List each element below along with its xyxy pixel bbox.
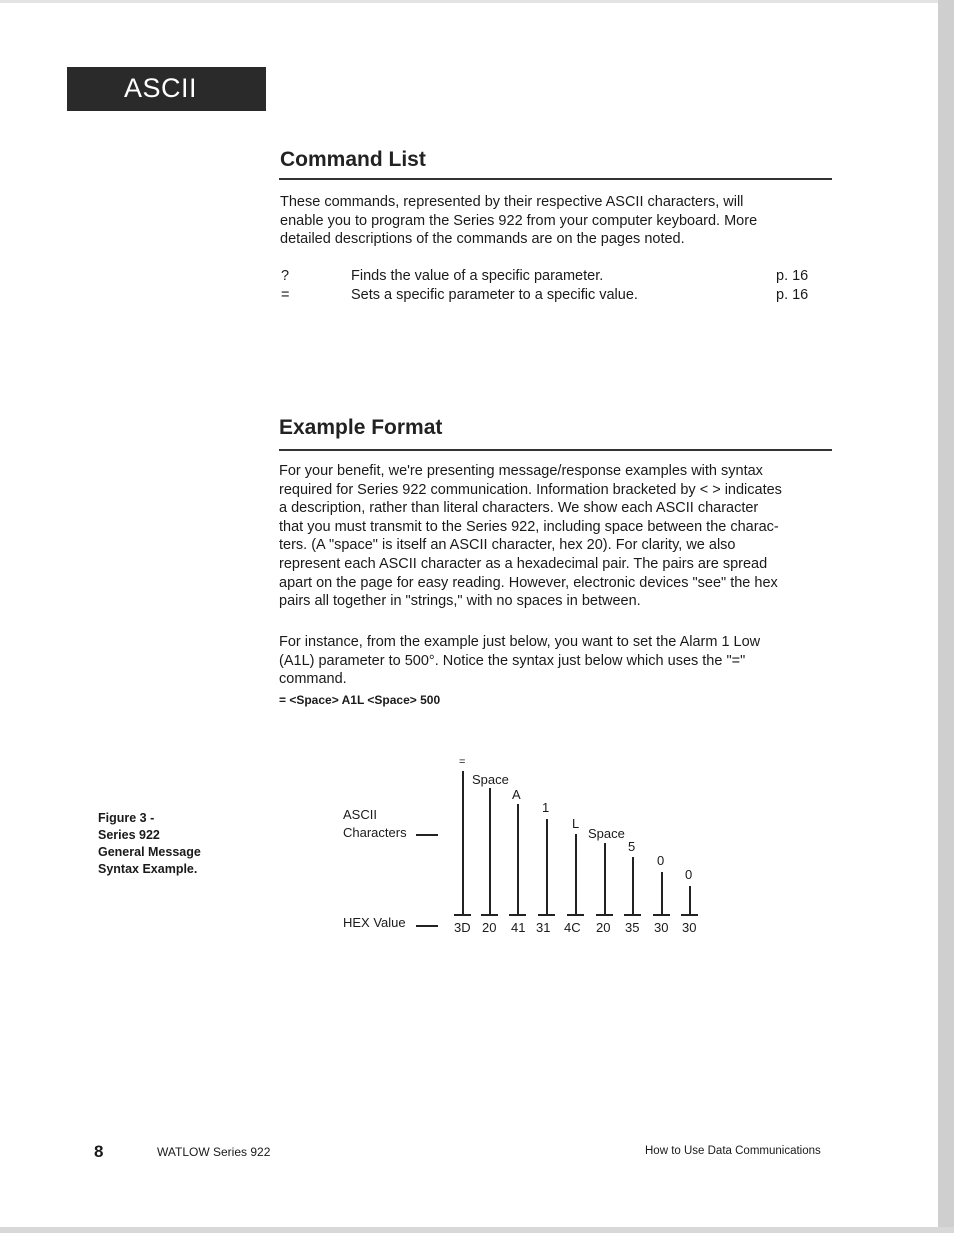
hex-value-label: HEX Value [343,915,406,930]
paragraph-line: For your benefit, we're presenting message/response examples with syntax [279,463,763,479]
caption-line: Series 922 [98,828,160,842]
command-list-intro [280,193,757,249]
pair-stem [604,843,606,914]
ascii-char: 0 [657,853,665,868]
command-description: Sets a specific parameter to a specific value. [351,287,638,303]
page-edge-bottom [0,1227,954,1233]
pair-foot [509,914,526,916]
pair-foot [596,914,613,916]
ascii-char: 5 [628,839,636,854]
ascii-label: ASCII [343,807,377,822]
footer-right: How to Use Data Communications [645,1145,821,1157]
hex-value: 35 [625,920,640,935]
intro-line: These commands, represented by their respective ASCII characters, will [280,194,744,210]
example-paragraph-2 [279,633,760,689]
command-symbol: = [281,287,290,303]
command-page: p. 16 [776,287,809,303]
paragraph-line: required for Series 922 communication. Information bracketed by < > indicates [279,481,782,498]
paragraph-line: a description, rather than literal characters. We show each ASCII character [279,500,759,517]
hex-value: 3D [454,920,471,935]
intro-line: enable you to program the Series 922 from your computer keyboard. More [280,212,758,229]
paragraph-line: (A1L) parameter to 500°. Notice the syntax just below which uses the "=" [279,652,746,669]
command-symbol: ? [281,268,290,284]
ascii-char: = [459,756,466,768]
characters-pointer-line [416,834,438,836]
command-page: p. 16 [776,268,809,284]
paragraph-line: For instance, from the example just below, you want to set the Alarm 1 Low [279,634,761,650]
pair-stem [632,857,634,914]
pair-stem [575,834,577,914]
ascii-char: Space [588,826,625,841]
pair-stem [546,819,548,914]
caption-line: General Message [98,845,201,859]
section-tab-label: ASCII [124,73,198,103]
paragraph-line: pairs all together in "strings," with no spaces in between. [279,593,641,610]
caption-line: Figure 3 - [98,811,155,825]
hex-value: 30 [682,920,697,935]
page-edge-right [938,0,954,1233]
page-number: 8 [94,1142,104,1161]
pair-stem [689,886,691,914]
hex-value: 20 [482,920,497,935]
pair-foot [653,914,670,916]
hex-value: 4C [564,920,581,935]
pair-foot [681,914,698,916]
hex-value: 30 [654,920,669,935]
ascii-char: 0 [685,867,693,882]
paragraph-line: represent each ASCII character as a hexadecimal pair. The pairs are spread [279,555,768,572]
intro-line: detailed descriptions of the commands are on the pages noted. [280,231,685,248]
pair-foot [454,914,471,916]
example-format-rule [279,449,832,451]
example-format-heading: Example Format [279,416,443,439]
section-tab [67,67,266,111]
paragraph-line: command. [279,671,347,688]
caption-line: Syntax Example. [98,862,198,876]
command-description: Finds the value of a specific parameter. [351,268,604,284]
paragraph-line: apart on the page for easy reading. However, electronic devices "see" the hex [279,574,778,591]
ascii-char: 1 [542,800,550,815]
pair-foot [481,914,498,916]
example-paragraph-1 [279,462,782,611]
characters-label: Characters [343,825,407,840]
pair-foot [624,914,641,916]
pair-stem [489,788,491,914]
paragraph-line: ters. (A "space" is itself an ASCII character, hex 20). For clarity, we also [279,537,736,554]
pair-foot [538,914,555,916]
command-list-rule [279,178,832,180]
figure-caption [98,810,201,878]
command-list-heading: Command List [280,148,426,171]
ascii-char: A [512,787,521,802]
hex-value: 41 [511,920,526,935]
page-edge-top [0,0,954,3]
footer-left: WATLOW Series 922 [157,1145,271,1159]
pair-stem [462,771,464,914]
hex-value: 20 [596,920,611,935]
paragraph-line: that you must transmit to the Series 922, including space between the charac- [279,518,779,535]
ascii-char: Space [472,772,509,787]
syntax-example: = <Space> A1L <Space> 500 [279,693,441,707]
pair-stem [661,872,663,914]
pair-stem [517,804,519,914]
ascii-char: L [572,816,580,831]
hex-value: 31 [536,920,551,935]
pair-foot [567,914,584,916]
hex-pointer-line [416,925,438,927]
